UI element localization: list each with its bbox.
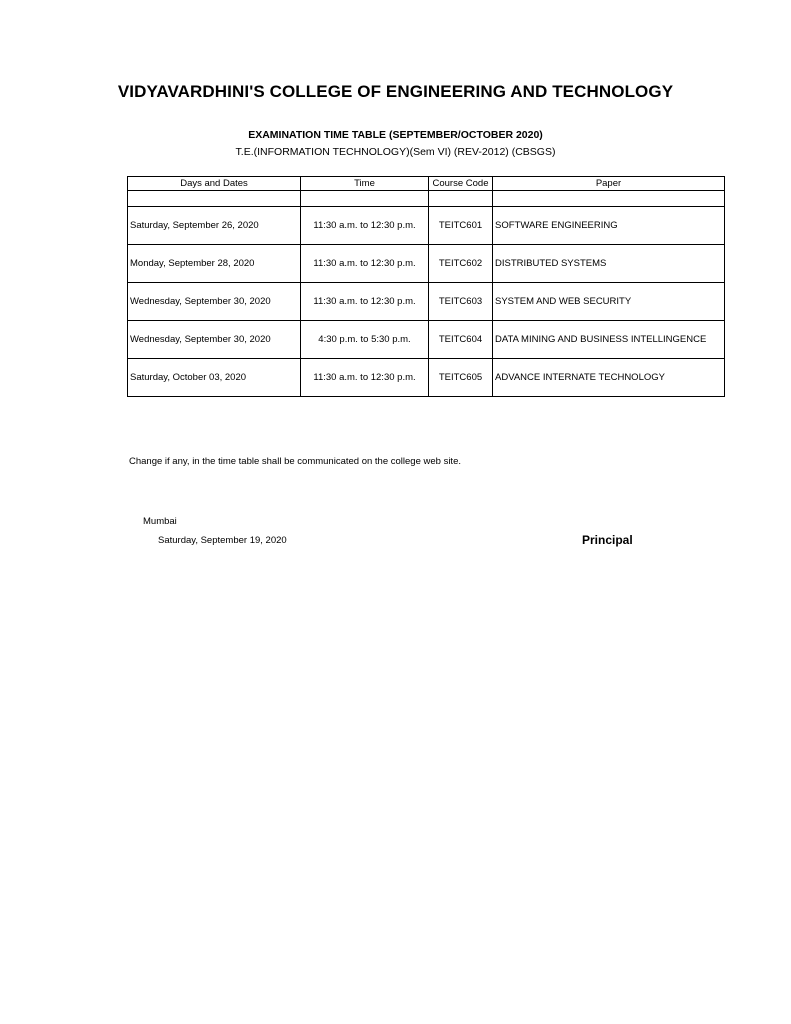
table-row [128,359,725,397]
exam-date: Wednesday, September 30, 2020 [128,283,301,321]
exam-title: EXAMINATION TIME TABLE (SEPTEMBER/OCTOBER 2020) [248,129,543,141]
signature-date: Saturday, September 19, 2020 [158,535,287,546]
course-code: TEITC605 [429,359,493,397]
table-row [128,207,725,245]
course-code: TEITC604 [429,321,493,359]
exam-date: Saturday, September 26, 2020 [128,207,301,245]
college-name: VIDYAVARDHINI'S COLLEGE OF ENGINEERING AND TECHNOLOGY [117,82,674,101]
paper-name: DISTRIBUTED SYSTEMS [493,245,725,283]
timetable [127,176,725,397]
change-notice: Change if any, in the time table shall be communicated on the college web site. [129,456,461,467]
course-code: TEITC603 [429,283,493,321]
column-header-course-code: Course Code [429,177,493,191]
course-code: TEITC601 [429,207,493,245]
table-row [128,321,725,359]
paper-name: ADVANCE INTERNATE TECHNOLOGY [493,359,725,397]
signatory-title: Principal [582,533,633,547]
paper-name: DATA MINING AND BUSINESS INTELLINGENCE [493,321,725,359]
paper-name: SYSTEM AND WEB SECURITY [493,283,725,321]
course-code: TEITC602 [429,245,493,283]
empty-cell [301,191,429,207]
column-header-paper: Paper [493,177,725,191]
exam-date: Saturday, October 03, 2020 [128,359,301,397]
exam-time: 11:30 a.m. to 12:30 p.m. [301,283,429,321]
paper-name: SOFTWARE ENGINEERING [493,207,725,245]
exam-date: Monday, September 28, 2020 [128,245,301,283]
column-header-time: Time [301,177,429,191]
table-spacer-row [128,191,725,207]
empty-cell [493,191,725,207]
column-header-days-dates: Days and Dates [128,177,301,191]
exam-time: 11:30 a.m. to 12:30 p.m. [301,207,429,245]
empty-cell [128,191,301,207]
table-row [128,245,725,283]
table-header-row [128,177,725,191]
city: Mumbai [143,516,177,527]
exam-time: 11:30 a.m. to 12:30 p.m. [301,245,429,283]
exam-time: 4:30 p.m. to 5:30 p.m. [301,321,429,359]
table-row [128,283,725,321]
exam-subtitle: T.E.(INFORMATION TECHNOLOGY)(Sem VI) (REV-2012) (CBSGS) [235,146,556,158]
exam-date: Wednesday, September 30, 2020 [128,321,301,359]
empty-cell [429,191,493,207]
exam-time: 11:30 a.m. to 12:30 p.m. [301,359,429,397]
